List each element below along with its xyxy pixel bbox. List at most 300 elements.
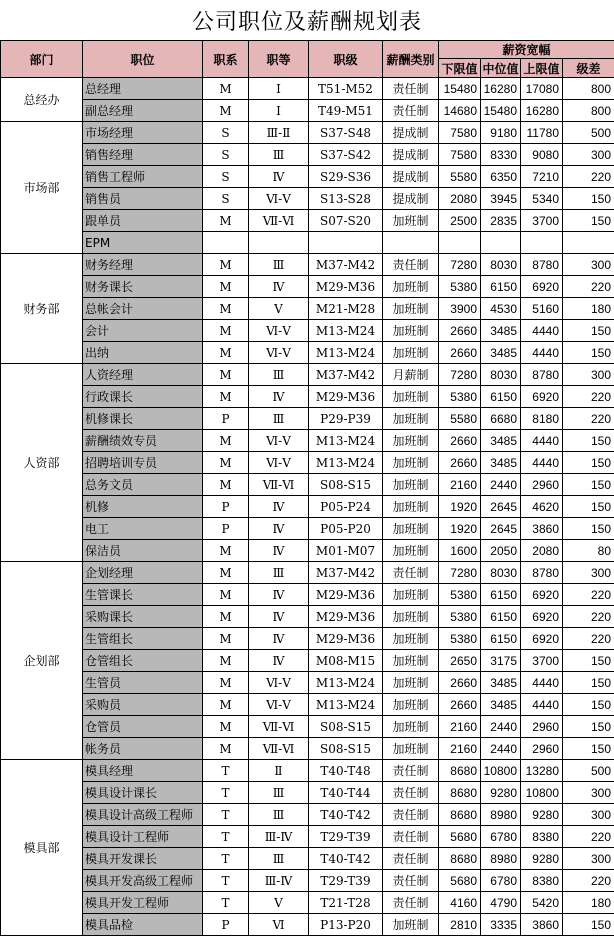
- series-cell[interactable]: M: [203, 694, 249, 716]
- grade-cell[interactable]: P29-P39: [309, 408, 383, 430]
- series-cell[interactable]: M: [203, 386, 249, 408]
- max-cell[interactable]: 4440: [521, 452, 563, 474]
- step-cell[interactable]: 150: [563, 452, 614, 474]
- min-cell[interactable]: 8680: [439, 804, 481, 826]
- pay-type-cell[interactable]: 加班制: [383, 914, 439, 936]
- max-cell[interactable]: 6920: [521, 628, 563, 650]
- step-cell[interactable]: 150: [563, 650, 614, 672]
- level-cell[interactable]: Ⅳ: [249, 166, 309, 188]
- series-cell[interactable]: M: [203, 452, 249, 474]
- step-cell[interactable]: 150: [563, 342, 614, 364]
- position-cell[interactable]: 市场经理: [83, 122, 203, 144]
- level-cell[interactable]: Ⅵ-Ⅴ: [249, 452, 309, 474]
- pay-type-cell[interactable]: 加班制: [383, 408, 439, 430]
- min-cell[interactable]: 7280: [439, 254, 481, 276]
- grade-cell[interactable]: M37-M42: [309, 562, 383, 584]
- step-cell[interactable]: 150: [563, 320, 614, 342]
- header-salary-range[interactable]: 薪资宽幅: [439, 41, 614, 59]
- grade-cell[interactable]: S08-S15: [309, 738, 383, 760]
- header-mid[interactable]: 中位值: [481, 59, 521, 78]
- pay-type-cell[interactable]: 责任制: [383, 78, 439, 100]
- pay-type-cell[interactable]: 责任制: [383, 826, 439, 848]
- position-cell[interactable]: 采购课长: [83, 606, 203, 628]
- mid-cell[interactable]: 4530: [481, 298, 521, 320]
- min-cell[interactable]: 2160: [439, 738, 481, 760]
- position-cell[interactable]: 销售工程师: [83, 166, 203, 188]
- step-cell[interactable]: 800: [563, 100, 614, 122]
- step-cell[interactable]: 180: [563, 892, 614, 914]
- level-cell[interactable]: Ⅴ: [249, 298, 309, 320]
- mid-cell[interactable]: 9280: [481, 782, 521, 804]
- series-cell[interactable]: M: [203, 320, 249, 342]
- level-cell[interactable]: Ⅵ-Ⅴ: [249, 320, 309, 342]
- level-cell[interactable]: Ⅳ: [249, 518, 309, 540]
- grade-cell[interactable]: P05-P20: [309, 518, 383, 540]
- min-cell[interactable]: 5380: [439, 584, 481, 606]
- position-cell[interactable]: 生管组长: [83, 628, 203, 650]
- min-cell[interactable]: 8680: [439, 760, 481, 782]
- series-cell[interactable]: T: [203, 782, 249, 804]
- mid-cell[interactable]: 3485: [481, 694, 521, 716]
- max-cell[interactable]: 4620: [521, 496, 563, 518]
- grade-cell[interactable]: T29-T39: [309, 870, 383, 892]
- level-cell[interactable]: Ⅳ: [249, 386, 309, 408]
- grade-cell[interactable]: M29-M36: [309, 276, 383, 298]
- max-cell[interactable]: 2960: [521, 716, 563, 738]
- max-cell[interactable]: 9280: [521, 804, 563, 826]
- series-cell[interactable]: M: [203, 650, 249, 672]
- grade-cell[interactable]: M13-M24: [309, 320, 383, 342]
- series-cell[interactable]: M: [203, 100, 249, 122]
- mid-cell[interactable]: 2835: [481, 210, 521, 232]
- min-cell[interactable]: 2650: [439, 650, 481, 672]
- max-cell[interactable]: 9080: [521, 144, 563, 166]
- pay-type-cell[interactable]: 责任制: [383, 562, 439, 584]
- grade-cell[interactable]: T21-T28: [309, 892, 383, 914]
- pay-type-cell[interactable]: 责任制: [383, 848, 439, 870]
- mid-cell[interactable]: 3485: [481, 430, 521, 452]
- mid-cell[interactable]: 6350: [481, 166, 521, 188]
- step-cell[interactable]: 80: [563, 540, 614, 562]
- mid-cell[interactable]: 6680: [481, 408, 521, 430]
- position-cell[interactable]: 出纳: [83, 342, 203, 364]
- step-cell[interactable]: 220: [563, 826, 614, 848]
- level-cell[interactable]: Ⅶ-Ⅵ: [249, 738, 309, 760]
- position-cell[interactable]: 保洁员: [83, 540, 203, 562]
- pay-type-cell[interactable]: 加班制: [383, 606, 439, 628]
- mid-cell[interactable]: 2645: [481, 496, 521, 518]
- grade-cell[interactable]: M13-M24: [309, 452, 383, 474]
- level-cell[interactable]: Ⅱ: [249, 760, 309, 782]
- grade-cell[interactable]: M37-M42: [309, 254, 383, 276]
- dept-cell[interactable]: 总经办: [1, 78, 83, 122]
- level-cell[interactable]: Ⅶ-Ⅵ: [249, 474, 309, 496]
- level-cell[interactable]: Ⅳ: [249, 496, 309, 518]
- grade-cell[interactable]: M21-M28: [309, 298, 383, 320]
- min-cell[interactable]: 1920: [439, 518, 481, 540]
- mid-cell[interactable]: 3335: [481, 914, 521, 936]
- grade-cell[interactable]: T40-T48: [309, 760, 383, 782]
- min-cell[interactable]: 2500: [439, 210, 481, 232]
- level-cell[interactable]: Ⅳ: [249, 606, 309, 628]
- mid-cell[interactable]: 9180: [481, 122, 521, 144]
- max-cell[interactable]: 9280: [521, 848, 563, 870]
- position-cell[interactable]: EPM: [83, 232, 203, 254]
- position-cell[interactable]: 行政课长: [83, 386, 203, 408]
- level-cell[interactable]: Ⅲ: [249, 848, 309, 870]
- pay-type-cell[interactable]: 加班制: [383, 452, 439, 474]
- step-cell[interactable]: 220: [563, 628, 614, 650]
- step-cell[interactable]: 150: [563, 694, 614, 716]
- series-cell[interactable]: S: [203, 144, 249, 166]
- level-cell[interactable]: Ⅲ: [249, 364, 309, 386]
- series-cell[interactable]: M: [203, 672, 249, 694]
- series-cell[interactable]: M: [203, 342, 249, 364]
- dept-cell[interactable]: 市场部: [1, 122, 83, 254]
- series-cell[interactable]: M: [203, 276, 249, 298]
- position-cell[interactable]: 仓管组长: [83, 650, 203, 672]
- mid-cell[interactable]: 2050: [481, 540, 521, 562]
- min-cell[interactable]: 3900: [439, 298, 481, 320]
- series-cell[interactable]: M: [203, 78, 249, 100]
- step-cell[interactable]: 800: [563, 78, 614, 100]
- min-cell[interactable]: 2160: [439, 474, 481, 496]
- grade-cell[interactable]: P05-P24: [309, 496, 383, 518]
- level-cell[interactable]: Ⅳ: [249, 628, 309, 650]
- series-cell[interactable]: M: [203, 584, 249, 606]
- pay-type-cell[interactable]: 提成制: [383, 122, 439, 144]
- max-cell[interactable]: 2960: [521, 738, 563, 760]
- max-cell[interactable]: 3700: [521, 210, 563, 232]
- min-cell[interactable]: 4160: [439, 892, 481, 914]
- min-cell[interactable]: 5380: [439, 606, 481, 628]
- pay-type-cell[interactable]: 责任制: [383, 892, 439, 914]
- pay-type-cell[interactable]: 责任制: [383, 254, 439, 276]
- mid-cell[interactable]: 8030: [481, 364, 521, 386]
- step-cell[interactable]: 300: [563, 254, 614, 276]
- pay-type-cell[interactable]: 加班制: [383, 496, 439, 518]
- grade-cell[interactable]: T29-T39: [309, 826, 383, 848]
- series-cell[interactable]: M: [203, 716, 249, 738]
- level-cell[interactable]: Ⅲ-Ⅳ: [249, 870, 309, 892]
- level-cell[interactable]: Ⅰ: [249, 78, 309, 100]
- position-cell[interactable]: 销售经理: [83, 144, 203, 166]
- pay-type-cell[interactable]: 责任制: [383, 804, 439, 826]
- grade-cell[interactable]: M01-M07: [309, 540, 383, 562]
- position-cell[interactable]: 模具设计高级工程师: [83, 804, 203, 826]
- position-cell[interactable]: 总帐会计: [83, 298, 203, 320]
- position-cell[interactable]: 模具开发课长: [83, 848, 203, 870]
- grade-cell[interactable]: M13-M24: [309, 694, 383, 716]
- position-cell[interactable]: 生管课长: [83, 584, 203, 606]
- min-cell[interactable]: 5680: [439, 870, 481, 892]
- header-max[interactable]: 上限值: [521, 59, 563, 78]
- pay-type-cell[interactable]: 加班制: [383, 650, 439, 672]
- mid-cell[interactable]: 2645: [481, 518, 521, 540]
- step-cell[interactable]: 300: [563, 364, 614, 386]
- level-cell[interactable]: Ⅶ-Ⅵ: [249, 210, 309, 232]
- position-cell[interactable]: 机修课长: [83, 408, 203, 430]
- series-cell[interactable]: M: [203, 298, 249, 320]
- pay-type-cell[interactable]: 责任制: [383, 782, 439, 804]
- pay-type-cell[interactable]: 加班制: [383, 276, 439, 298]
- min-cell[interactable]: 2660: [439, 430, 481, 452]
- level-cell[interactable]: [249, 232, 309, 254]
- step-cell[interactable]: 220: [563, 408, 614, 430]
- max-cell[interactable]: 4440: [521, 430, 563, 452]
- position-cell[interactable]: 会计: [83, 320, 203, 342]
- pay-type-cell[interactable]: 加班制: [383, 628, 439, 650]
- header-dept[interactable]: 部门: [1, 41, 83, 78]
- mid-cell[interactable]: 3175: [481, 650, 521, 672]
- series-cell[interactable]: M: [203, 254, 249, 276]
- mid-cell[interactable]: 6780: [481, 870, 521, 892]
- mid-cell[interactable]: 6150: [481, 386, 521, 408]
- series-cell[interactable]: T: [203, 892, 249, 914]
- level-cell[interactable]: Ⅶ-Ⅵ: [249, 716, 309, 738]
- pay-type-cell[interactable]: 月薪制: [383, 364, 439, 386]
- max-cell[interactable]: 4440: [521, 694, 563, 716]
- position-cell[interactable]: 模具设计工程师: [83, 826, 203, 848]
- series-cell[interactable]: M: [203, 210, 249, 232]
- position-cell[interactable]: 帐务员: [83, 738, 203, 760]
- grade-cell[interactable]: S37-S48: [309, 122, 383, 144]
- level-cell[interactable]: Ⅴ: [249, 892, 309, 914]
- min-cell[interactable]: 1600: [439, 540, 481, 562]
- position-cell[interactable]: 生管员: [83, 672, 203, 694]
- min-cell[interactable]: 2160: [439, 716, 481, 738]
- position-cell[interactable]: 模具品检: [83, 914, 203, 936]
- level-cell[interactable]: Ⅵ-Ⅴ: [249, 188, 309, 210]
- level-cell[interactable]: Ⅵ: [249, 914, 309, 936]
- position-cell[interactable]: 机修: [83, 496, 203, 518]
- min-cell[interactable]: 7580: [439, 144, 481, 166]
- header-pay-type[interactable]: 薪酬类别: [383, 41, 439, 78]
- position-cell[interactable]: 招聘培训专员: [83, 452, 203, 474]
- grade-cell[interactable]: S29-S36: [309, 166, 383, 188]
- grade-cell[interactable]: M13-M24: [309, 342, 383, 364]
- step-cell[interactable]: 150: [563, 914, 614, 936]
- header-grade[interactable]: 职级: [309, 41, 383, 78]
- max-cell[interactable]: 17080: [521, 78, 563, 100]
- pay-type-cell[interactable]: 加班制: [383, 342, 439, 364]
- max-cell[interactable]: 16280: [521, 100, 563, 122]
- position-cell[interactable]: 采购员: [83, 694, 203, 716]
- step-cell[interactable]: 150: [563, 474, 614, 496]
- min-cell[interactable]: 7580: [439, 122, 481, 144]
- max-cell[interactable]: 2960: [521, 474, 563, 496]
- level-cell[interactable]: Ⅵ-Ⅴ: [249, 672, 309, 694]
- step-cell[interactable]: 300: [563, 144, 614, 166]
- level-cell[interactable]: Ⅲ: [249, 254, 309, 276]
- pay-type-cell[interactable]: 加班制: [383, 320, 439, 342]
- pay-type-cell[interactable]: 加班制: [383, 738, 439, 760]
- max-cell[interactable]: 8780: [521, 562, 563, 584]
- min-cell[interactable]: 15480: [439, 78, 481, 100]
- mid-cell[interactable]: 16280: [481, 78, 521, 100]
- series-cell[interactable]: M: [203, 474, 249, 496]
- dept-cell[interactable]: 财务部: [1, 254, 83, 364]
- mid-cell[interactable]: 2440: [481, 716, 521, 738]
- dept-cell[interactable]: 模具部: [1, 760, 83, 936]
- step-cell[interactable]: 150: [563, 738, 614, 760]
- grade-cell[interactable]: M13-M24: [309, 430, 383, 452]
- header-series[interactable]: 职系: [203, 41, 249, 78]
- grade-cell[interactable]: M29-M36: [309, 584, 383, 606]
- position-cell[interactable]: 模具设计课长: [83, 782, 203, 804]
- position-cell[interactable]: 财务课长: [83, 276, 203, 298]
- mid-cell[interactable]: 6150: [481, 606, 521, 628]
- header-min[interactable]: 下限值: [439, 59, 481, 78]
- step-cell[interactable]: 300: [563, 782, 614, 804]
- grade-cell[interactable]: S08-S15: [309, 716, 383, 738]
- step-cell[interactable]: 180: [563, 298, 614, 320]
- level-cell[interactable]: Ⅲ-Ⅳ: [249, 826, 309, 848]
- series-cell[interactable]: T: [203, 870, 249, 892]
- series-cell[interactable]: S: [203, 166, 249, 188]
- min-cell[interactable]: 5380: [439, 628, 481, 650]
- mid-cell[interactable]: 6150: [481, 276, 521, 298]
- max-cell[interactable]: 8780: [521, 364, 563, 386]
- min-cell[interactable]: 2660: [439, 452, 481, 474]
- pay-type-cell[interactable]: 加班制: [383, 298, 439, 320]
- level-cell[interactable]: Ⅵ-Ⅴ: [249, 430, 309, 452]
- max-cell[interactable]: 6920: [521, 584, 563, 606]
- series-cell[interactable]: M: [203, 540, 249, 562]
- step-cell[interactable]: 150: [563, 716, 614, 738]
- pay-type-cell[interactable]: 加班制: [383, 540, 439, 562]
- mid-cell[interactable]: 8030: [481, 562, 521, 584]
- mid-cell[interactable]: 8980: [481, 804, 521, 826]
- max-cell[interactable]: [521, 232, 563, 254]
- step-cell[interactable]: 500: [563, 122, 614, 144]
- position-cell[interactable]: 总经理: [83, 78, 203, 100]
- series-cell[interactable]: T: [203, 804, 249, 826]
- series-cell[interactable]: S: [203, 122, 249, 144]
- step-cell[interactable]: 220: [563, 166, 614, 188]
- level-cell[interactable]: Ⅵ-Ⅴ: [249, 694, 309, 716]
- series-cell[interactable]: [203, 232, 249, 254]
- level-cell[interactable]: Ⅲ: [249, 408, 309, 430]
- max-cell[interactable]: 3700: [521, 650, 563, 672]
- mid-cell[interactable]: 3485: [481, 320, 521, 342]
- grade-cell[interactable]: S08-S15: [309, 474, 383, 496]
- max-cell[interactable]: 8380: [521, 870, 563, 892]
- grade-cell[interactable]: M37-M42: [309, 364, 383, 386]
- max-cell[interactable]: 4440: [521, 320, 563, 342]
- level-cell[interactable]: Ⅵ-Ⅴ: [249, 342, 309, 364]
- position-cell[interactable]: 模具开发高级工程师: [83, 870, 203, 892]
- min-cell[interactable]: 2080: [439, 188, 481, 210]
- mid-cell[interactable]: 2440: [481, 474, 521, 496]
- mid-cell[interactable]: 3485: [481, 452, 521, 474]
- max-cell[interactable]: 6920: [521, 386, 563, 408]
- max-cell[interactable]: 8780: [521, 254, 563, 276]
- step-cell[interactable]: 220: [563, 870, 614, 892]
- step-cell[interactable]: 150: [563, 430, 614, 452]
- max-cell[interactable]: 13280: [521, 760, 563, 782]
- max-cell[interactable]: 5160: [521, 298, 563, 320]
- mid-cell[interactable]: [481, 232, 521, 254]
- min-cell[interactable]: 7280: [439, 364, 481, 386]
- mid-cell[interactable]: 3485: [481, 672, 521, 694]
- pay-type-cell[interactable]: 责任制: [383, 870, 439, 892]
- series-cell[interactable]: P: [203, 408, 249, 430]
- position-cell[interactable]: 总务文员: [83, 474, 203, 496]
- series-cell[interactable]: P: [203, 914, 249, 936]
- max-cell[interactable]: 10800: [521, 782, 563, 804]
- mid-cell[interactable]: 6150: [481, 628, 521, 650]
- level-cell[interactable]: Ⅳ: [249, 540, 309, 562]
- mid-cell[interactable]: 15480: [481, 100, 521, 122]
- max-cell[interactable]: 5340: [521, 188, 563, 210]
- series-cell[interactable]: T: [203, 826, 249, 848]
- dept-cell[interactable]: 企划部: [1, 562, 83, 760]
- pay-type-cell[interactable]: 加班制: [383, 430, 439, 452]
- series-cell[interactable]: M: [203, 562, 249, 584]
- min-cell[interactable]: 5580: [439, 166, 481, 188]
- position-cell[interactable]: 财务经理: [83, 254, 203, 276]
- max-cell[interactable]: 8180: [521, 408, 563, 430]
- pay-type-cell[interactable]: 提成制: [383, 144, 439, 166]
- grade-cell[interactable]: M13-M24: [309, 672, 383, 694]
- grade-cell[interactable]: [309, 232, 383, 254]
- grade-cell[interactable]: P13-P20: [309, 914, 383, 936]
- level-cell[interactable]: Ⅳ: [249, 584, 309, 606]
- header-level[interactable]: 职等: [249, 41, 309, 78]
- pay-type-cell[interactable]: 责任制: [383, 760, 439, 782]
- series-cell[interactable]: M: [203, 364, 249, 386]
- min-cell[interactable]: 2660: [439, 672, 481, 694]
- grade-cell[interactable]: T40-T42: [309, 804, 383, 826]
- max-cell[interactable]: 5420: [521, 892, 563, 914]
- position-cell[interactable]: 仓管员: [83, 716, 203, 738]
- pay-type-cell[interactable]: 加班制: [383, 474, 439, 496]
- position-cell[interactable]: 薪酬绩效专员: [83, 430, 203, 452]
- step-cell[interactable]: 150: [563, 210, 614, 232]
- step-cell[interactable]: [563, 232, 614, 254]
- max-cell[interactable]: 6920: [521, 606, 563, 628]
- series-cell[interactable]: S: [203, 188, 249, 210]
- step-cell[interactable]: 150: [563, 672, 614, 694]
- grade-cell[interactable]: S07-S20: [309, 210, 383, 232]
- series-cell[interactable]: P: [203, 496, 249, 518]
- min-cell[interactable]: [439, 232, 481, 254]
- series-cell[interactable]: M: [203, 738, 249, 760]
- level-cell[interactable]: Ⅲ-Ⅱ: [249, 122, 309, 144]
- mid-cell[interactable]: 8980: [481, 848, 521, 870]
- mid-cell[interactable]: 8030: [481, 254, 521, 276]
- pay-type-cell[interactable]: 加班制: [383, 694, 439, 716]
- max-cell[interactable]: 11780: [521, 122, 563, 144]
- max-cell[interactable]: 7210: [521, 166, 563, 188]
- min-cell[interactable]: 2660: [439, 694, 481, 716]
- header-step[interactable]: 级差: [563, 59, 614, 78]
- mid-cell[interactable]: 4790: [481, 892, 521, 914]
- position-cell[interactable]: 模具经理: [83, 760, 203, 782]
- position-cell[interactable]: 模具开发工程师: [83, 892, 203, 914]
- series-cell[interactable]: M: [203, 628, 249, 650]
- pay-type-cell[interactable]: 提成制: [383, 166, 439, 188]
- mid-cell[interactable]: 6780: [481, 826, 521, 848]
- grade-cell[interactable]: M29-M36: [309, 386, 383, 408]
- min-cell[interactable]: 7280: [439, 562, 481, 584]
- series-cell[interactable]: M: [203, 606, 249, 628]
- min-cell[interactable]: 5580: [439, 408, 481, 430]
- position-cell[interactable]: 销售员: [83, 188, 203, 210]
- position-cell[interactable]: 企划经理: [83, 562, 203, 584]
- pay-type-cell[interactable]: 加班制: [383, 386, 439, 408]
